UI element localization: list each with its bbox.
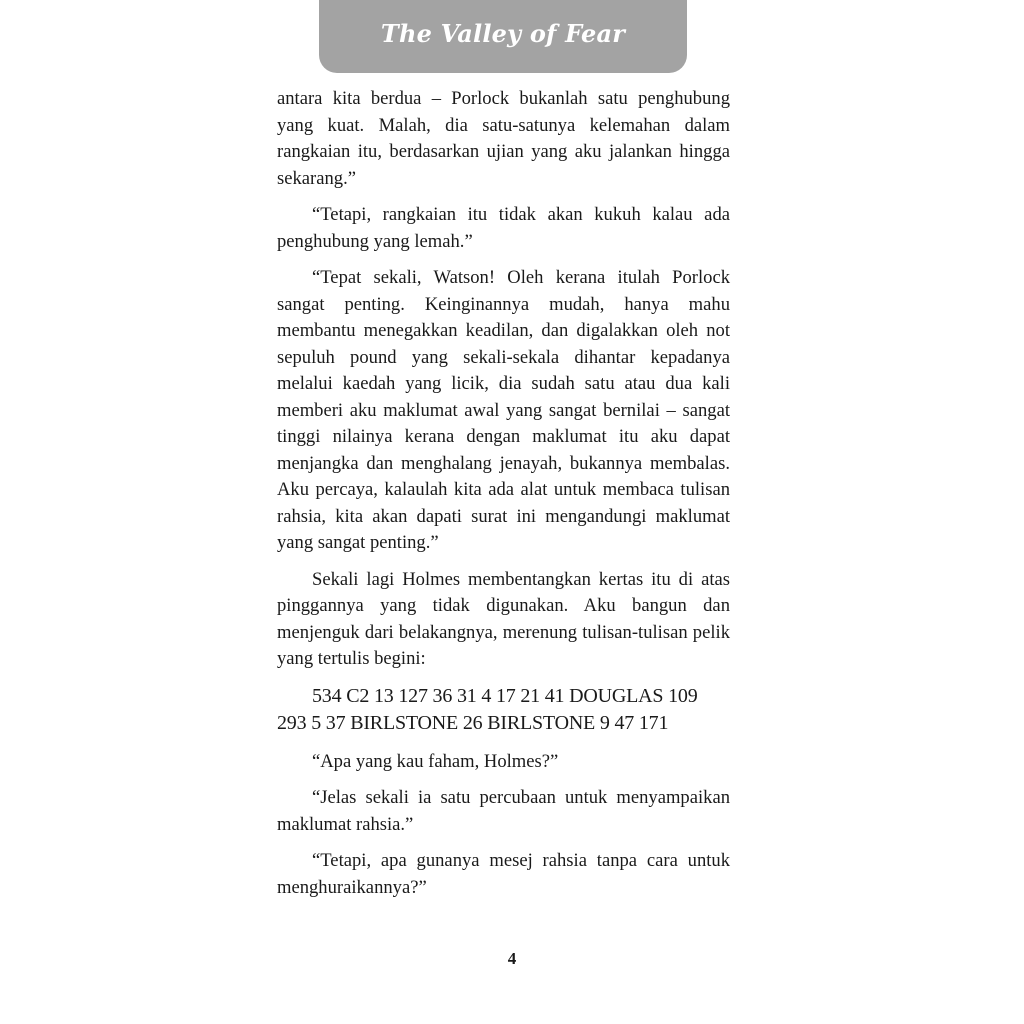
page-number: 4 (507, 949, 517, 968)
paragraph: “Apa yang kau faham, Holmes?” (312, 750, 559, 772)
paragraph: “Tetapi, rangkaian itu tidak akan kukuh kalau ada penghubung yang lemah.” (277, 204, 730, 252)
cipher-text: 534 C2 13 127 36 31 4 17 21 41 DOUGLAS 109 293 5 37 BIRLSTONE 26 BIRLSTONE 9 47 171 (277, 684, 698, 734)
paragraph: “Tetapi, apa gunanya mesej rahsia tanpa cara untuk menghuraikannya?” (277, 850, 730, 898)
paragraph: Sekali lagi Holmes membentangkan kertas itu di atas pinggannya yang tidak digunakan. Aku bangun dan menjenguk dari belakangnya, merenung tulisan-tulisan pelik yang tertulis begini: (277, 568, 730, 669)
page-body (277, 86, 730, 911)
book-title: The Valley of Fear (380, 19, 626, 48)
paragraph-continued: antara kita berdua – Porlock bukanlah satu penghubung yang kuat. Malah, dia satu-satunya kelemahan dalam rangkaian itu, berdasarkan ujian yang aku jalankan hingga sekarang.” (277, 88, 730, 189)
paragraph: “Tepat sekali, Watson! Oleh kerana itulah Porlock sangat penting. Keinginannya mudah, hanya mahu membantu menegakkan keadilan, dan digalakkan oleh not sepuluh pound yang sekali-sekala dihantar kepadanya melalui kaedah yang licik, dia sudah satu atau dua kali memberi aku maklumat awal yang sangat bernilai – sangat tinggi nilainya kerana dengan maklumat itu aku dapat menjangka dan menghalang jenayah, bukannya membalas. Aku percaya, kalaulah kita ada alat untuk membaca tulisan rahsia, kita akan dapati surat ini mengandungi maklumat yang sangat penting.” (277, 267, 730, 553)
paragraph: “Jelas sekali ia satu percubaan untuk menyampaikan maklumat rahsia.” (277, 787, 730, 835)
running-header (319, 0, 687, 73)
